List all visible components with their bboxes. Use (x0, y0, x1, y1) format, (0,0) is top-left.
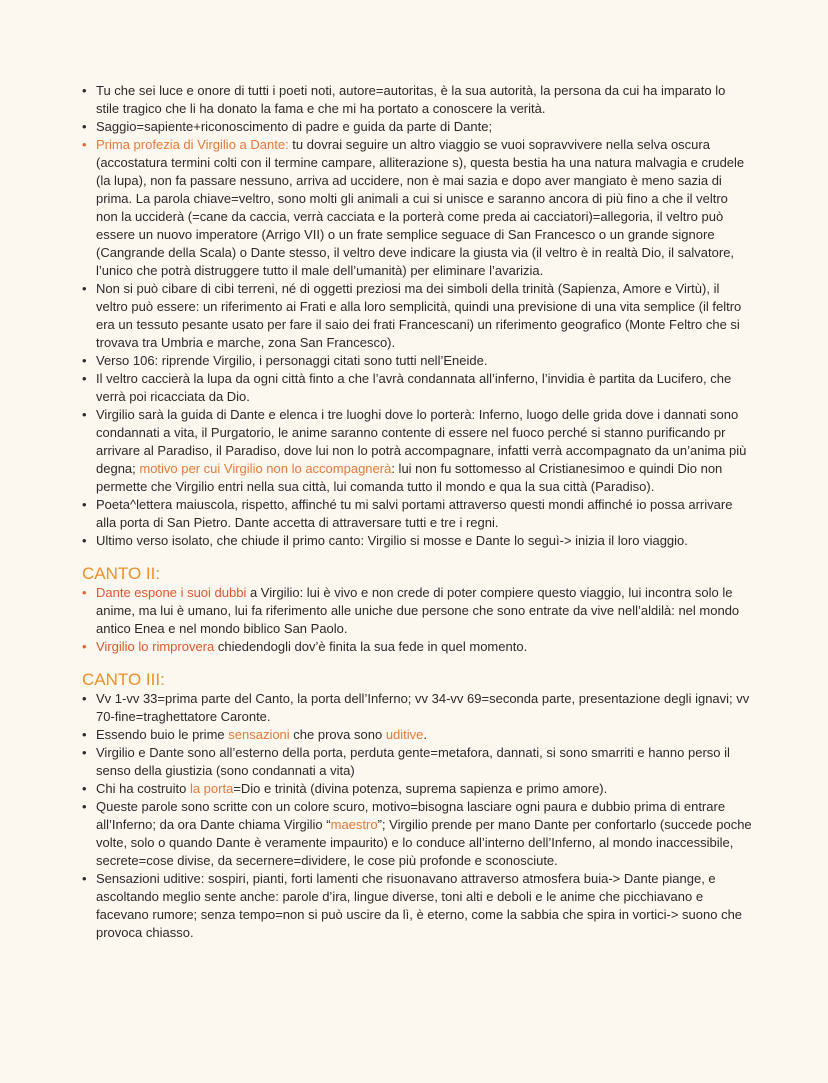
note-text: a Virgilio: lui è vivo e non crede di poter compiere questo viaggio, lui incontra solo le anime, ma lui è umano, lui fa riferimento alle uniche due persone che sono entrate da vive nell’aldilà: nel mondo antico Enea e nel mondo biblico San Paolo. (96, 585, 740, 636)
note-text: che prova sono (289, 727, 386, 742)
note-item (82, 798, 752, 870)
bullet-icon: • (82, 137, 87, 152)
highlighted-text: maestro (330, 817, 378, 832)
note-item (82, 370, 752, 406)
highlighted-text: la porta (189, 781, 234, 796)
canto-3-heading: CANTO III: (82, 670, 165, 689)
note-text: Saggio=sapiente+riconoscimento di padre e guida da parte di Dante; (96, 119, 493, 134)
note-item (82, 406, 752, 496)
canto-2-notes-list (82, 584, 752, 656)
document-page (82, 82, 752, 942)
bullet-icon: • (82, 281, 87, 296)
note-text: Poeta^lettera maiuscola, rispetto, affinché tu mi salvi portami attraverso questi mondi affinché io possa arrivare alla porta di San Pietro. Dante accetta di attraversare tutti e tre i regni. (96, 497, 733, 530)
note-item (82, 136, 752, 280)
note-item (82, 82, 752, 118)
note-text: Vv 1-vv 33=prima parte del Canto, la porta dell’Inferno; vv 34-vv 69=seconda parte, presentazione degli ignavi; vv 70-fine=traghettatore Caronte. (96, 691, 750, 724)
note-text: Il veltro caccierà la lupa da ogni città finto a che l’avrà condannata all’inferno, l’invidia è partita da Lucifero, che verrà poi ricacciata da Dio. (96, 371, 732, 404)
bullet-icon: • (82, 353, 87, 368)
note-item (82, 280, 752, 352)
note-item (82, 496, 752, 532)
note-text: Ultimo verso isolato, che chiude il primo canto: Virgilio si mosse e Dante lo seguì-> inizia il loro viaggio. (96, 533, 688, 548)
intro-notes-list (82, 82, 752, 550)
note-item (82, 744, 752, 780)
highlighted-text: Prima profezia di Virgilio a Dante: (96, 137, 289, 152)
note-item (82, 584, 752, 638)
note-text: Queste parole sono scritte con un colore scuro, motivo=bisogna lasciare ogni paura e dubbio prima di entrare all’Inferno; da ora Dante chiama Virgilio “ (96, 799, 726, 832)
bullet-icon: • (82, 727, 87, 742)
bullet-icon: • (82, 83, 87, 98)
note-item (82, 690, 752, 726)
note-text: Non si può cibare di cibi terreni, né di oggetti preziosi ma dei simboli della trinità (Sapienza, Amore e Virtù), il veltro può essere: un riferimento ai Frati e alla loro semplicità, quindi una previsione di una vita semplice (il feltro era un tessuto pesante usato per fare il saio dei frati Francescani) un riferimento geografico (Monte Feltro che si trovava tra Umbria e marche, zona San Francesco). (96, 281, 742, 350)
note-text: Virgilio e Dante sono all’esterno della porta, perduta gente=metafora, dannati, si sono smarriti e hanno perso il senso della giustizia (sono condannati a vita) (96, 745, 730, 778)
note-text: tu dovrai seguire un altro viaggio se vuoi sopravvivere nella selva oscura (accostatura termini colti con il termine campare, alliterazione s), questa bestia ha una natura malvagia e crudele (la lupa), non fa passare nessuno, arriva ad uccidere, non è mai sazia e dopo aver mangiato è meno sazia di prima. La parola chiave=veltro, sono molti gli animali a cui si unisce e saranno ancora di più fino a che il veltro non la ucciderà (=cane da caccia, verrà cacciata e la porterà come preda ai cacciatori)=allegoria, il veltro può essere un nuovo imperatore (Arrigo VII) o un frate semplice seguace di San Francesco o un grande signore (Cangrande della Scala) o Dante stesso, il veltro deve indicare la giusta via (il veltro è in realtà Dio, il salvatore, l’unico che potrà distruggere tutto il male dell’umanità) per eliminare l’avarizia. (96, 137, 745, 278)
note-text: Chi ha costruito (96, 781, 190, 796)
note-item (82, 870, 752, 942)
bullet-icon: • (82, 745, 87, 760)
bullet-icon: • (82, 639, 87, 654)
note-text: =Dio e trinità (divina potenza, suprema sapienza e primo amore). (233, 781, 608, 796)
note-text: Verso 106: riprende Virgilio, i personaggi citati sono tutti nell’Eneide. (96, 353, 488, 368)
bullet-icon: • (82, 799, 87, 814)
note-text: chiedendogli dov’è finita la sua fede in quel momento. (214, 639, 528, 654)
note-text: Sensazioni uditive: sospiri, pianti, forti lamenti che risuonavano attraverso atmosfera buia-> Dante piange, e ascoltando meglio sente anche: parole d’ira, lingue diverse, toni alti e deboli e le anime che picchiavano e facevano rumore; senza tempo=non si può uscire da lì, è eterno, come la sabbia che spira in vortici-> suono che provoca chiasso. (96, 871, 743, 940)
bullet-icon: • (82, 407, 87, 422)
note-text: Virgilio sarà la guida di Dante e elenca i tre luoghi dove lo porterà: Inferno, luogo delle grida dove i dannati sono condannati a vita, il Purgatorio, le anime saranno contente di essere nel fuoco perché si stanno purificando pr arrivare al Paradiso, il Paradiso, dove lui non lo potrà accompagnare, infatti verrà accompagnato da un’anima più degna; (96, 407, 747, 476)
highlighted-text: sensazioni (228, 727, 290, 742)
bullet-icon: • (82, 497, 87, 512)
bullet-icon: • (82, 691, 87, 706)
highlighted-text: Dante espone i suoi dubbi (96, 585, 247, 600)
bullet-icon: • (82, 871, 87, 886)
note-text: : lui non fu sottomesso al Cristianesimoo e quindi Dio non permette che Virgilio entri nella sua città, lui comanda tutto il mondo e qua la sua città (Paradiso). (96, 461, 723, 494)
bullet-icon: • (82, 371, 87, 386)
highlighted-text: uditive (385, 727, 424, 742)
note-item (82, 532, 752, 550)
note-item (82, 118, 752, 136)
highlighted-text: motivo per cui Virgilio non lo accompagnerà (139, 461, 392, 476)
note-item (82, 352, 752, 370)
note-text: Tu che sei luce e onore di tutti i poeti noti, autore=autoritas, è la sua autorità, la persona da cui ha imparato lo stile tragico che li ha donato la fama e che mi ha portato a conoscere la verità. (96, 83, 726, 116)
canto-2-heading: CANTO II: (82, 564, 161, 583)
bullet-icon: • (82, 119, 87, 134)
canto-3-notes-list (82, 690, 752, 942)
note-item (82, 780, 752, 798)
note-item (82, 638, 752, 656)
note-text: Essendo buio le prime (96, 727, 229, 742)
bullet-icon: • (82, 585, 87, 600)
highlighted-text: Virgilio lo rimprovera (96, 639, 215, 654)
note-text: . (423, 727, 428, 742)
note-item (82, 726, 752, 744)
bullet-icon: • (82, 533, 87, 548)
note-text: ”; Virgilio prende per mano Dante per confortarlo (succede poche volte, solo o quando Dante è veramente impaurito) e lo conduce all’interno dell’Inferno, al mondo inaccessibile, secrete=cose divise, da secernere=dividere, le cose più profonde e sconosciute. (96, 817, 752, 868)
bullet-icon: • (82, 781, 87, 796)
